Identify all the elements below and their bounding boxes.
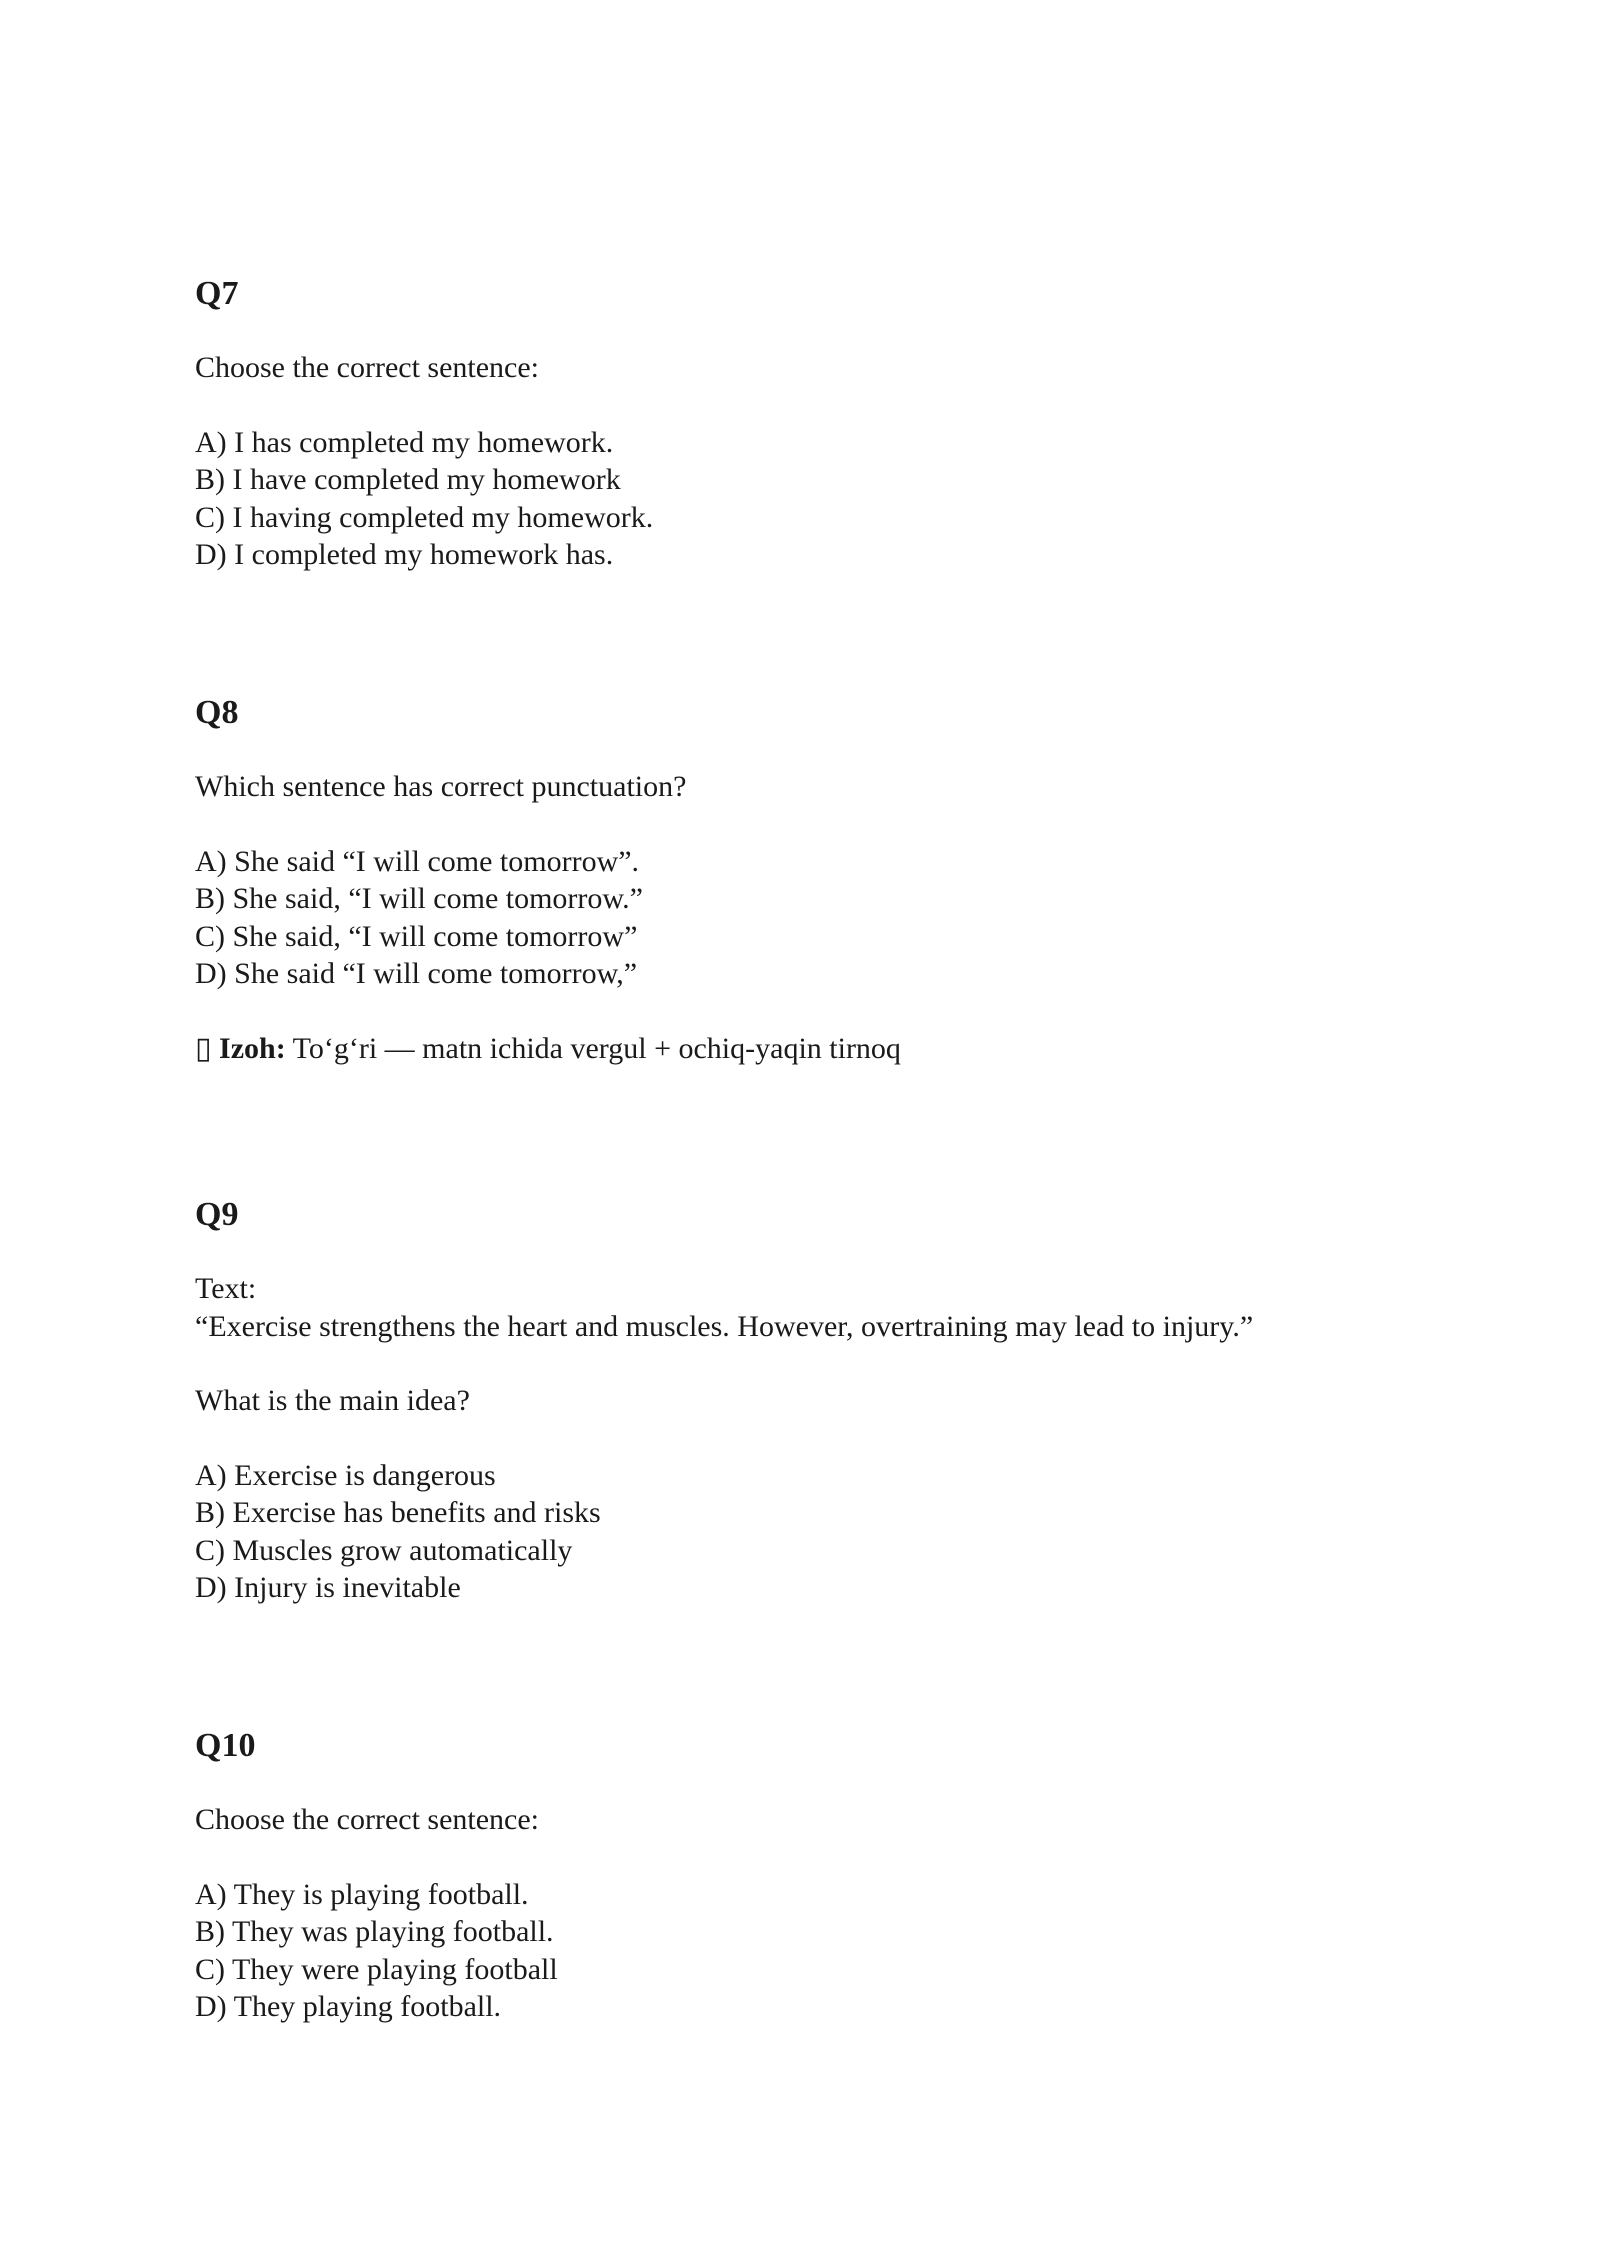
option-c: C) She said, “I will come tomorrow” — [195, 919, 638, 953]
question-q9 — [195, 1195, 1445, 1607]
option-list — [195, 1876, 1445, 2026]
note-text: To‘g‘ri — matn ichida vergul + ochiq-yaqin tirnoq — [285, 1031, 901, 1065]
option-d: D) Injury is inevitable — [195, 1571, 461, 1604]
question-q7 — [195, 274, 1445, 574]
note-label: Izoh: — [219, 1031, 286, 1065]
question-title: Q10 — [195, 1727, 256, 1764]
option-b: B) They was playing football. — [195, 1915, 554, 1948]
option-a: A) Exercise is dangerous — [195, 1458, 496, 1492]
option-c: C) They were playing football — [195, 1952, 558, 1986]
option-d: D) They playing football. — [195, 1990, 502, 2023]
passage-label: Text: — [195, 1272, 257, 1305]
option-d: D) I completed my homework has. — [195, 538, 614, 571]
passage-text: “Exercise strengthens the heart and muscles. However, overtraining may lead to injury.” — [195, 1309, 1254, 1343]
option-a: A) I has completed my homework. — [195, 425, 614, 459]
option-list — [195, 1457, 1445, 1607]
option-a: A) She said “I will come tomorrow”. — [195, 844, 640, 878]
option-list — [195, 424, 1445, 574]
question-title: Q7 — [195, 275, 239, 312]
option-b: B) She said, “I will come tomorrow.” — [195, 882, 643, 915]
question-prompt: What is the main idea? — [195, 1384, 470, 1417]
option-c: C) Muscles grow automatically — [195, 1533, 573, 1567]
missing-glyph-icon: ▯ — [195, 1031, 212, 1065]
option-d: D) She said “I will come tomorrow,” — [195, 957, 638, 990]
option-c: C) I having completed my homework. — [195, 500, 654, 534]
option-list — [195, 843, 1445, 993]
question-q10 — [195, 1726, 1445, 2026]
question-prompt: Which sentence has correct punctuation? — [195, 770, 687, 803]
question-title: Q8 — [195, 694, 239, 731]
question-prompt: Choose the correct sentence: — [195, 351, 540, 384]
option-b: B) Exercise has benefits and risks — [195, 1496, 601, 1529]
question-title: Q9 — [195, 1196, 239, 1233]
option-b: B) I have completed my homework — [195, 463, 621, 496]
question-prompt: Choose the correct sentence: — [195, 1803, 540, 1836]
option-a: A) They is playing football. — [195, 1877, 529, 1911]
explanation-note — [195, 1030, 1445, 1068]
question-q8 — [195, 693, 1445, 1067]
